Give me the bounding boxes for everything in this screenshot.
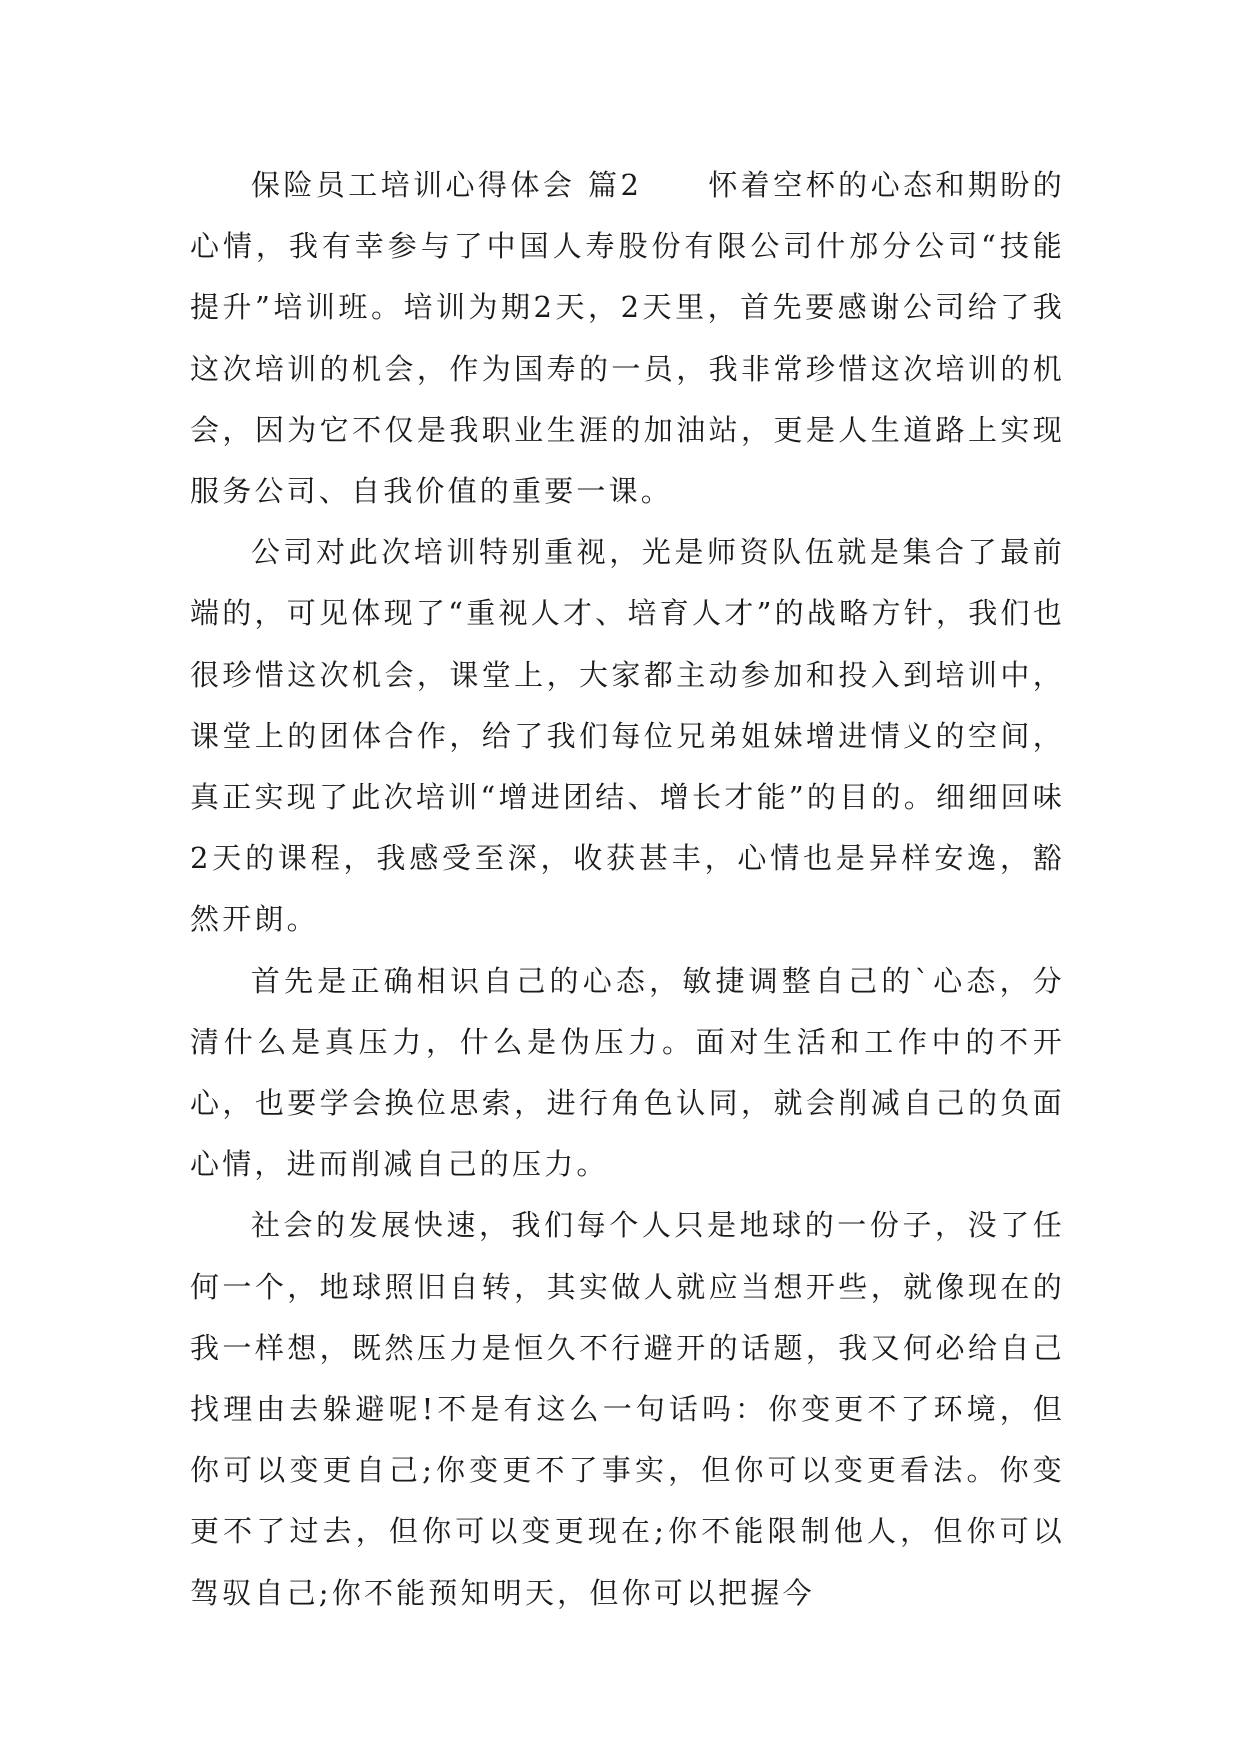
paragraph-1 <box>190 155 1065 522</box>
paragraph-3: 首先是正确相识自己的心态，敏捷调整自己的`心态，分清什么是真压力，什么是伪压力。面对生活和工作中的不开心，也要学会换位思索，进行角色认同，就会削减自己的负面心情，进而削减自己的压力。 <box>190 963 1065 1182</box>
document-title: 保险员工培训心得体会 篇2 <box>250 168 643 202</box>
paragraph-2: 公司对此次培训特别重视，光是师资队伍就是集合了最前端的，可见体现了“重视人才、培育人才”的战略方针，我们也很珍惜这次机会，课堂上，大家都主动参加和投入到培训中，课堂上的团体合作，给了我们每位兄弟姐妹增进情义的空间，真正实现了此次培训“增进团结、增长才能”的目的。细细回味2天的课程，我感受至深，收获甚丰，心情也是异样安逸，豁然开朗。 <box>190 535 1065 937</box>
paragraph-1-text: 怀着空杯的心态和期盼的心情，我有幸参与了中国人寿股份有限公司什邡分公司“技能提升”培训班。培训为期2天，2天里，首先要感谢公司给了我这次培训的机会，作为国寿的一员，我非常珍惜这次培训的机会，因为它不仅是我职业生涯的加油站，更是人生道路上实现服务公司、自我价值的重要一课。 <box>190 168 1066 509</box>
document-page <box>190 155 1065 1624</box>
paragraph-4: 社会的发展快速，我们每个人只是地球的一份子，没了任何一个，地球照旧自转，其实做人就应当想开些，就像现在的我一样想，既然压力是恒久不行避开的话题，我又何必给自己找理由去躲避呢!不是有这么一句话吗：你变更不了环境，但你可以变更自己;你变更不了事实，但你可以变更看法。你变更不了过去，但你可以变更现在;你不能限制他人，但你可以驾驭自己;你不能预知明天，但你可以把握今 <box>190 1208 1065 1610</box>
